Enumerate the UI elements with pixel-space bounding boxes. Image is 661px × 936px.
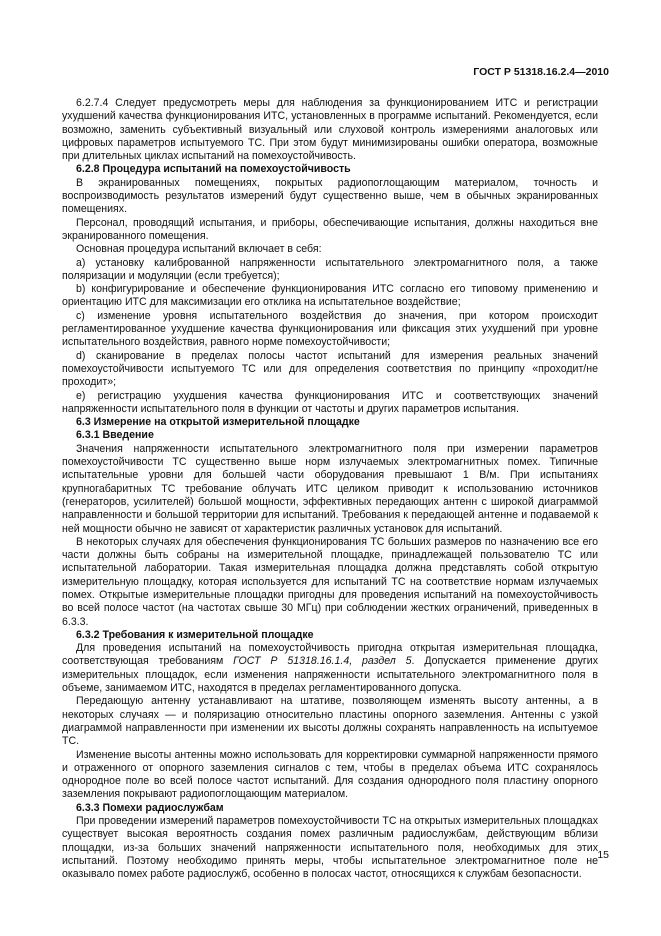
paragraph-antenna-mast: Передающую антенну устанавливают на штативе, позволяющем изменять высоту антенны, а в некоторых случаях — и поляризацию относительно пластины опорного заземления. Антенны с узкой диаграммой направленности при изменении их высоты должны сохранять направленность на испытуемое ТС. bbox=[62, 695, 598, 748]
list-item-d: d) сканирование в пределах полосы частот испытаний для измерения реальных значений помехоустойчивости испытуемого ТС или для определения соответствия по принципу «проходит/не проходит»; bbox=[62, 349, 598, 389]
site-requirements-text-start: Для проведения испытаний на помехоустойчивость пригодна открытая измерительная площадка, соответствующая требованиям bbox=[62, 642, 598, 668]
paragraph-procedure-intro: Основная процедура испытаний включает в себя: bbox=[76, 243, 322, 256]
paragraph-intro-field-strength: Значения напряженности испытательного электромагнитного поля при измерении параметров помехоустойчивости ТС существенно выше норм излучаемых электромагнитных помех. Типичные испытательные уровни для большей части оборудования превышают 1 В/м. При испытаниях крупногабаритных ТС требование облучать ИТС целиком приводит к использованию источников (генераторов, усилителей) большой мощности, эффективных передающих антенн с широкой диаграммой направленности и большой территории для испытаний. Требования к передающей антенне и подаваемой к ней мощности обычно не зависят от характеристик различных установок для испытаний. bbox=[62, 442, 598, 535]
list-item-b: b) конфигурирование и обеспечение функционирования ИТС согласно его типовому применению и ориентацию ИТС для максимизации его отклика на испытательное воздействие; bbox=[62, 283, 598, 309]
heading-6-3-2: 6.3.2 Требования к измерительной площадке bbox=[76, 628, 314, 641]
heading-6-3-3: 6.3.3 Помехи радиослужбам bbox=[76, 801, 224, 814]
paragraph-shielded-rooms: В экранированных помещениях, покрытых радиопоглощающим материалом, точность и воспроизводимость результатов измерений будут существенно выше, чем в обычных экранированных помещениях. bbox=[62, 176, 598, 216]
paragraph-large-equipment: В некоторых случаях для обеспечения функционирования ТС больших размеров по назначению все его части должны быть собраны на измерительной площадке, принадлежащей пользователю ТС или испытательной лаборатории. Такая измерительная площадка должна представлять собой открытую измерительную площадку, которая используется для испытаний ТС на соответствие нормам излучаемых помех. Открытые измерительные площадки пригодны для проведения испытаний на помехоустойчивость во всей полосе частот (на частотах свыше 30 МГц) при соблюдении жестких ограничений, приведенных в 6.3.3. bbox=[62, 535, 598, 628]
paragraph-6-2-7-4: 6.2.7.4 Следует предусмотреть меры для наблюдения за функционированием ИТС и регистрации ухудшений качества функционирования ИТС, установленных в программе испытаний. Рекомендуется, если возможно, заменить субъективный визуальный или слуховой контроль измерениями аналоговых или цифровых параметров испытуемого ТС. При этом будут минимизированы ошибки оператора, возможные при длительных циклах испытаний на помехоустойчивость. bbox=[62, 97, 598, 163]
paragraph-antenna-height: Изменение высоты антенны можно использовать для корректировки суммарной напряженности прямого и отраженного от опорного заземления сигналов с тем, чтобы в пределах объема ИТС сохранялось однородное поле во всей полосе частот испытаний. Для создания однородного поля пластину опорного заземления покрывают радиопоглощающим материалом. bbox=[62, 748, 598, 801]
page-number: 15 bbox=[597, 849, 609, 861]
heading-6-3-1: 6.3.1 Введение bbox=[76, 429, 154, 442]
paragraph-site-requirements bbox=[62, 642, 598, 695]
heading-6-2-8: 6.2.8 Процедура испытаний на помехоустойчивость bbox=[76, 163, 351, 176]
standard-reference: ГОСТ Р 51318.16.1.4, раздел 5 bbox=[233, 655, 412, 668]
list-item-e: e) регистрацию ухудшения качества функционирования ИТС и соответствующих значений напряженности испытательного поля в функции от частоты и других параметров испытания. bbox=[62, 389, 598, 415]
document-id-header: ГОСТ Р 51318.16.2.4—2010 bbox=[473, 66, 609, 78]
document-body bbox=[62, 97, 598, 882]
list-item-a: а) установку калиброванной напряженности испытательного электромагнитного поля, а также поляризации и модуляции (если требуется); bbox=[62, 256, 598, 282]
heading-6-3: 6.3 Измерение на открытой измерительной площадке bbox=[76, 416, 360, 429]
site-requirements-text-end: . Допускается применение других измерительных площадок, если изменения напряженности испытательного электромагнитного поля в объеме, занимаемом ИТС, находятся в пределах регламентированного допуска. bbox=[62, 655, 598, 695]
paragraph-personnel: Персонал, проводящий испытания, и приборы, обеспечивающие испытания, должны находиться вне экранированного помещения. bbox=[62, 216, 598, 242]
list-item-c: c) изменение уровня испытательного воздействия до значения, при котором происходит регламентированное ухудшение качества функционирования или фиксация этих ухудшений при уровне испытательного воздействия, равного норме помехоустойчивости; bbox=[62, 309, 598, 349]
paragraph-radio-interference: При проведении измерений параметров помехоустойчивости ТС на открытых измерительных площадках существует высокая вероятность создания помех различным радиослужбам, действующим вблизи площадки, из-за больших значений напряженности испытательного поля, необходимых для этих испытаний. Поэтому необходимо принять меры, чтобы испытательное электромагнитное поле не оказывало помех работе радиослужб, особенно в полосах частот, относящихся к службам безопасности. bbox=[62, 815, 598, 881]
